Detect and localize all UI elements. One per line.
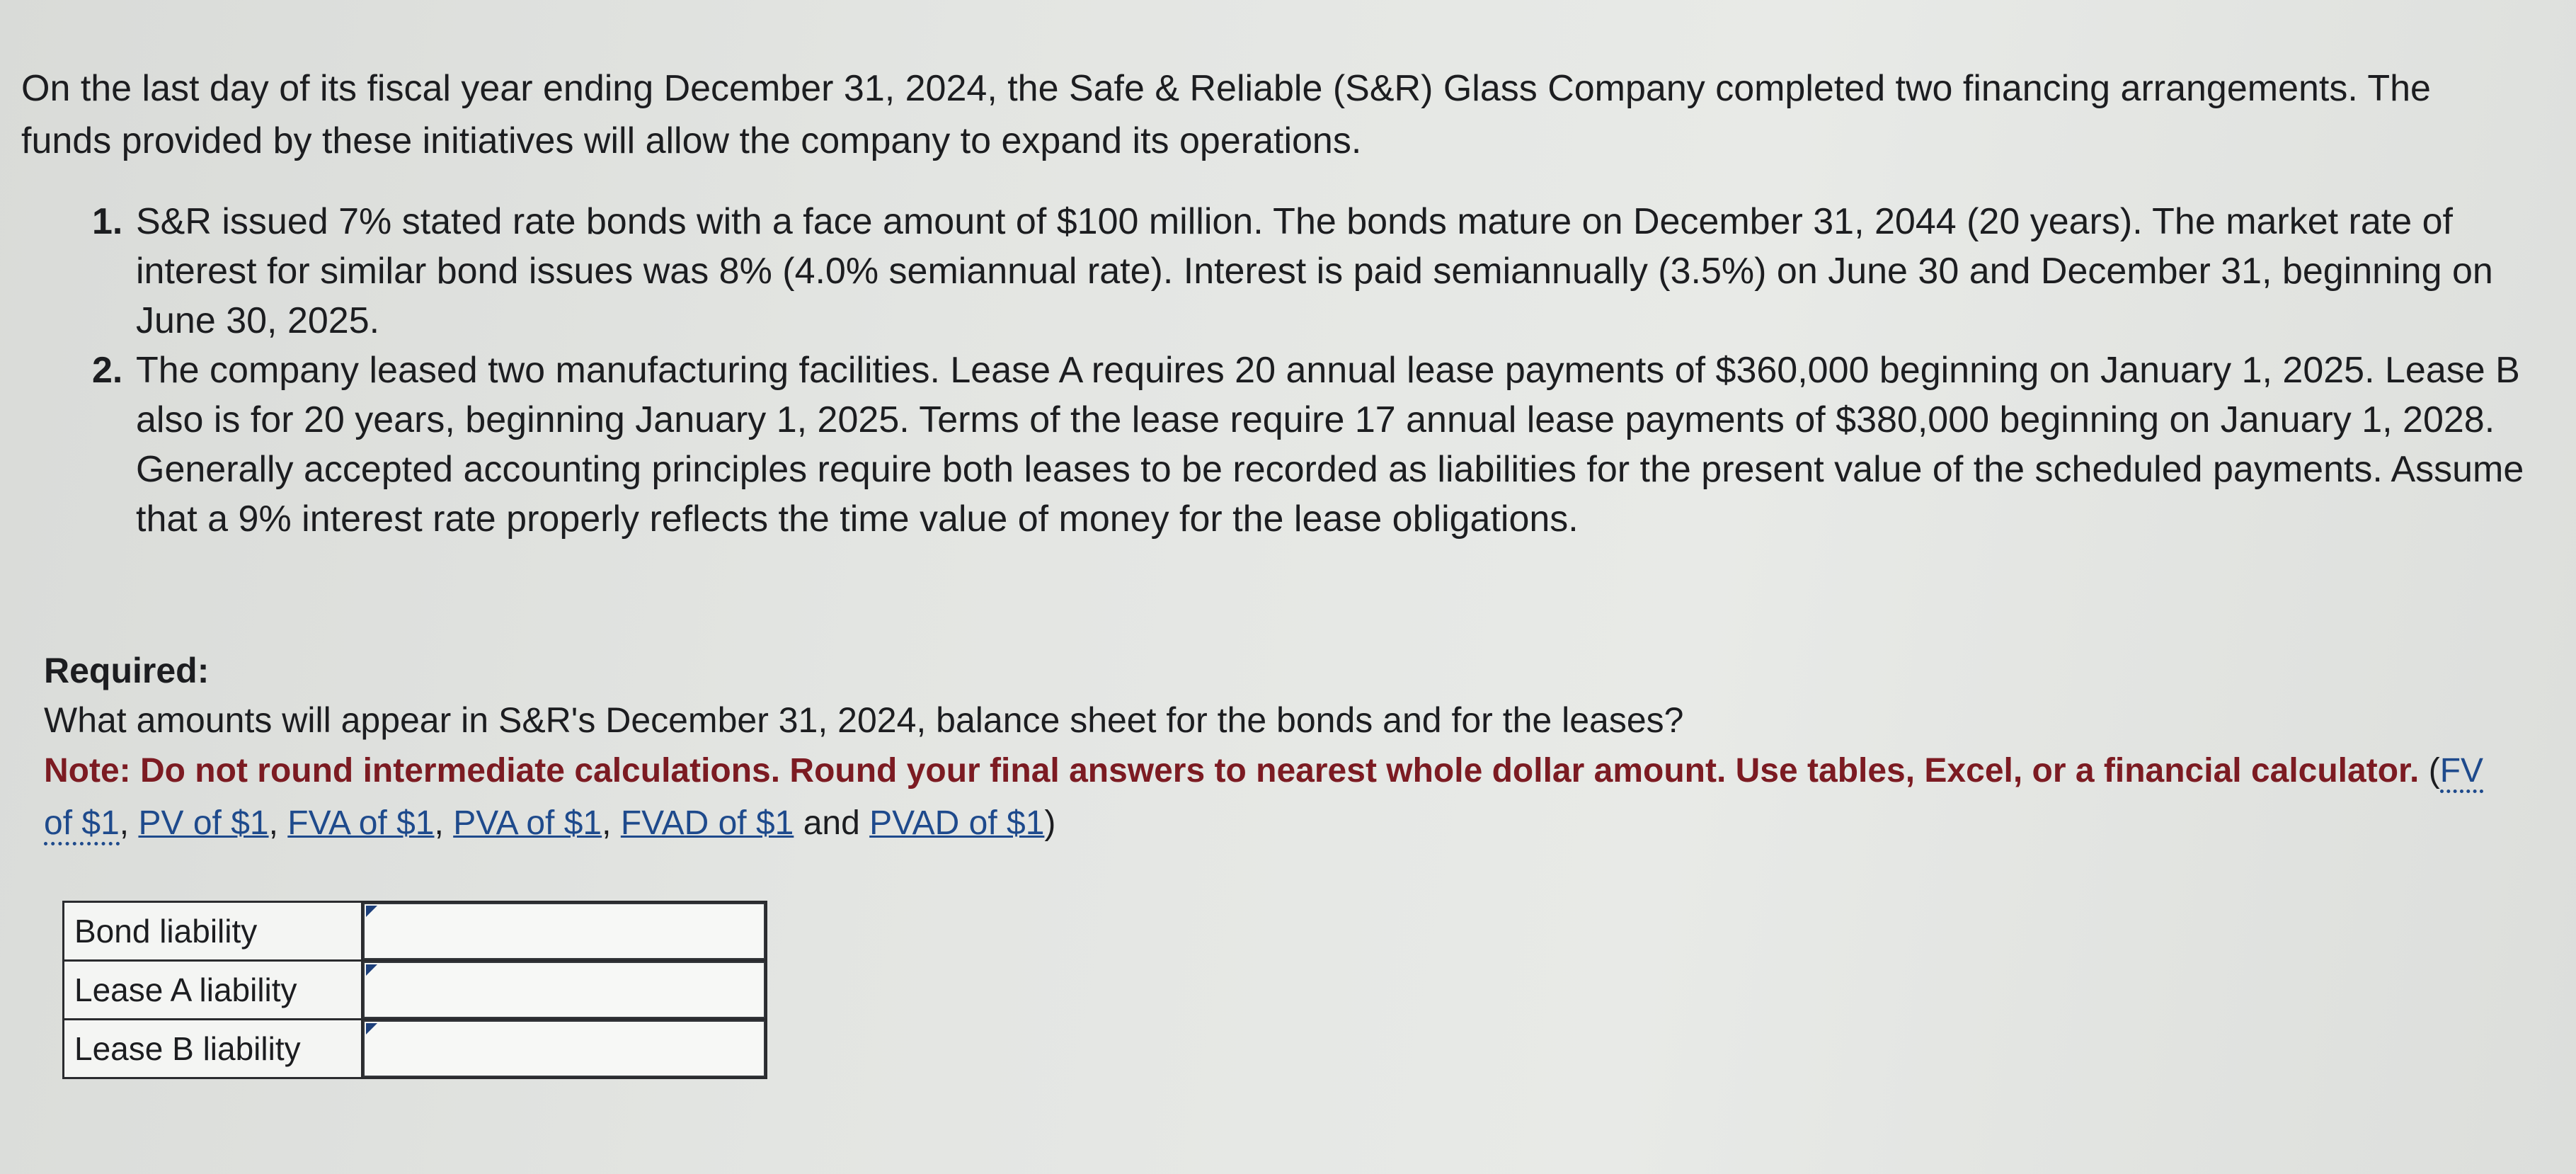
- bond-liability-cell: [362, 902, 767, 961]
- links-open-paren: (: [2428, 752, 2440, 790]
- step-number: 2.: [92, 350, 123, 391]
- fv-of-1-link[interactable]: FV of $1: [44, 752, 2483, 845]
- lease-a-liability-label: Lease A liability: [64, 961, 362, 1020]
- step-item-1: [92, 197, 2527, 346]
- step-item-2: [92, 346, 2527, 544]
- bond-liability-label: Bond liability: [64, 902, 362, 961]
- lease-a-liability-cell: [362, 961, 767, 1020]
- rounding-note: [44, 745, 2493, 850]
- answer-table: [62, 901, 767, 1079]
- flag-corner-icon: [366, 906, 377, 917]
- required-section: [44, 646, 2493, 850]
- link-and-word: and: [803, 804, 860, 842]
- steps-list: [92, 197, 2527, 544]
- link-separator: ,: [268, 804, 278, 842]
- answer-row-lease-b: [64, 1020, 767, 1078]
- link-separator: ,: [119, 804, 130, 842]
- links-close-paren: ): [1044, 804, 1056, 842]
- bond-liability-input[interactable]: [363, 903, 765, 959]
- lease-b-liability-label: Lease B liability: [64, 1020, 362, 1078]
- step-text: The company leased two manufacturing facilities. Lease A requires 20 annual lease payments of $360,000 beginning on January 1, 2025. Lease B also is for 20 years, beginning January 1, 2025. Terms of the lease require 17 annual lease payments of $380,000 beginning on January 1, 2028. Generally accepted accounting principles require both leases to be recorded as liabilities for the present value of the scheduled payments. Assume that a 9% interest rate properly reflects the time value of money for the lease obligations.: [136, 350, 2524, 540]
- step-number: 1.: [92, 201, 123, 242]
- required-question: What amounts will appear in S&R's December 31, 2024, balance sheet for the bonds and for the leases?: [44, 700, 1684, 740]
- answer-row-lease-a: [64, 961, 767, 1020]
- link-separator: ,: [434, 804, 444, 842]
- lease-b-liability-input[interactable]: [363, 1020, 765, 1077]
- lease-b-liability-cell: [362, 1020, 767, 1078]
- answer-row-bond: [64, 902, 767, 961]
- fva-of-1-link[interactable]: FVA of $1: [287, 804, 435, 842]
- lease-a-liability-input[interactable]: [363, 962, 765, 1018]
- pvad-of-1-link[interactable]: PVAD of $1: [869, 804, 1045, 842]
- pv-of-1-link[interactable]: PV of $1: [138, 804, 269, 842]
- link-separator: ,: [602, 804, 612, 842]
- rounding-note-text: Note: Do not round intermediate calculations. Round your final answers to nearest whole dollar amount. Use tables, Excel, or a financial calculator.: [44, 752, 2420, 790]
- flag-corner-icon: [366, 964, 377, 976]
- required-heading: Required:: [44, 651, 210, 690]
- intro-paragraph: On the last day of its fiscal year ending December 31, 2024, the Safe & Reliable (S&R) Glass Company completed two financing arrangements. The funds provided by these initiatives will allow the company to expand its operations.: [21, 68, 2431, 161]
- step-text: S&R issued 7% stated rate bonds with a face amount of $100 million. The bonds mature on December 31, 2044 (20 years). The market rate of interest for similar bond issues was 8% (4.0% semiannual rate). Interest is paid semiannually (3.5%) on June 30 and December 31, beginning on June 30, 2025.: [136, 201, 2493, 341]
- pva-of-1-link[interactable]: PVA of $1: [453, 804, 602, 842]
- fvad-of-1-link[interactable]: FVAD of $1: [620, 804, 794, 842]
- flag-corner-icon: [366, 1023, 377, 1035]
